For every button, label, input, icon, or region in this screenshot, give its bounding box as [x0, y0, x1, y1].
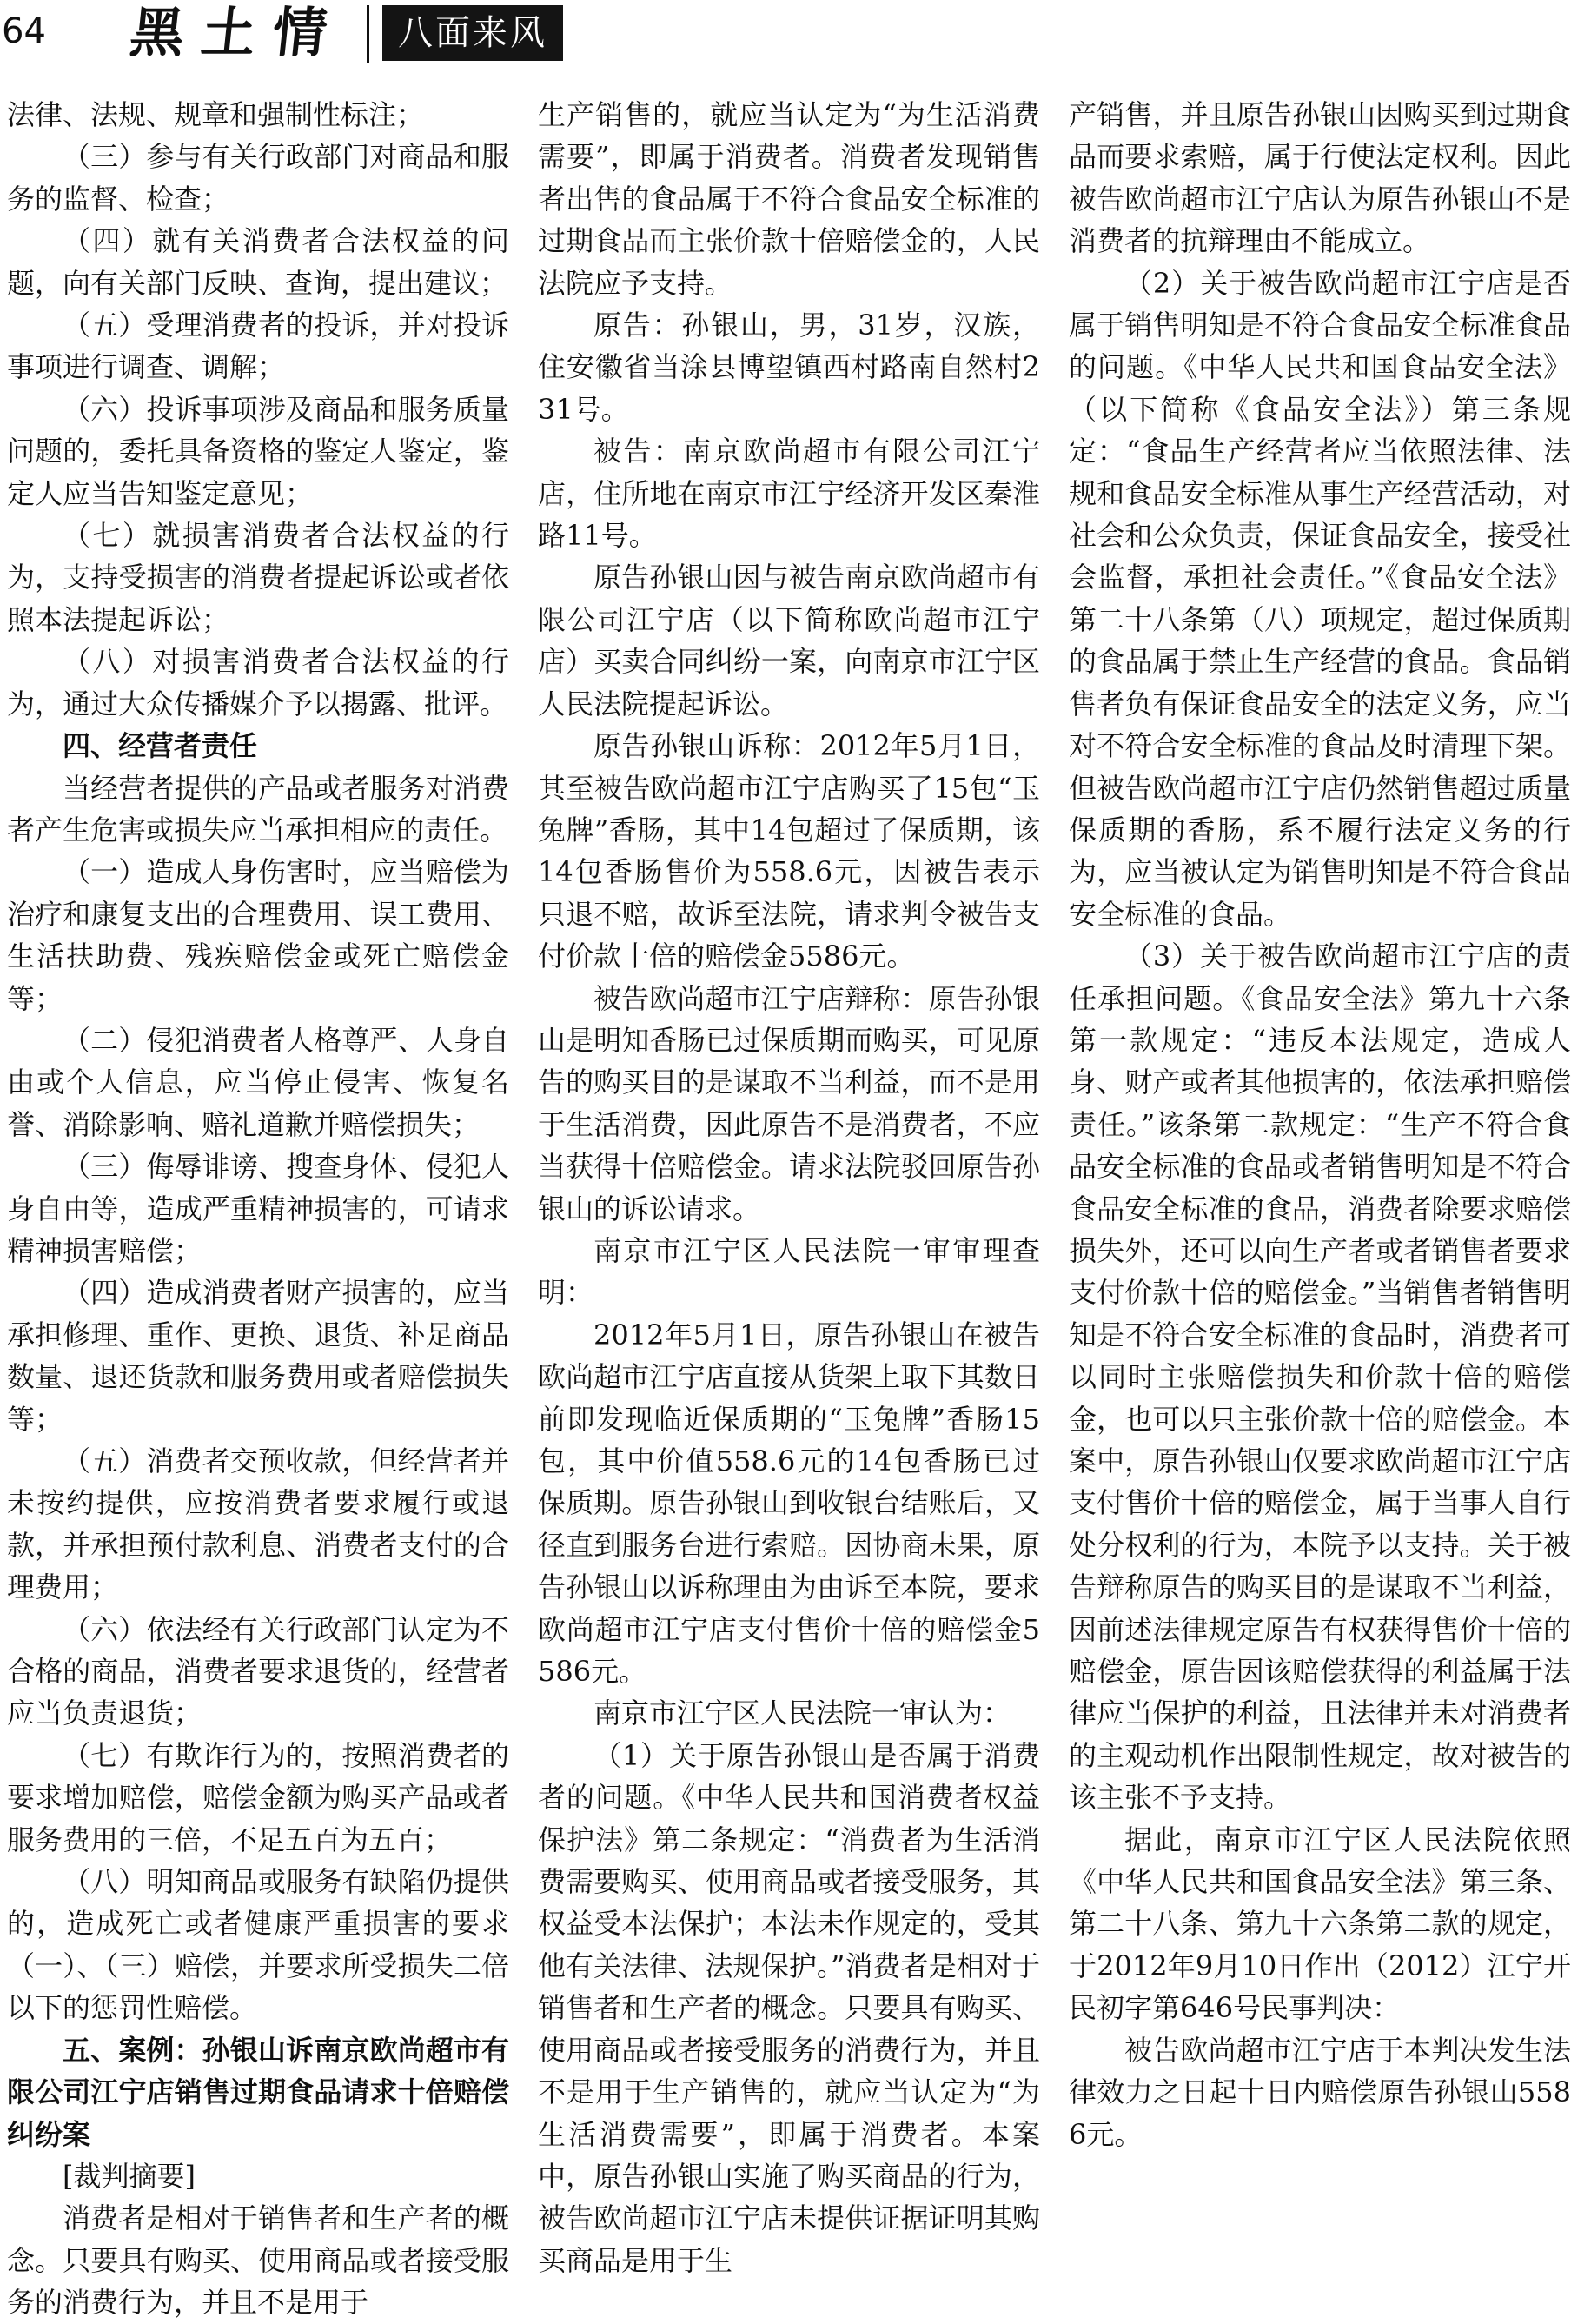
paragraph: 被告：南京欧尚超市有限公司江宁店，住所地在南京市江宁经济开发区秦淮路11号。	[538, 435, 1040, 553]
paragraph: （五）受理消费者的投诉，并对投诉事项进行调查、调解；	[7, 309, 509, 384]
paragraph: （三）参与有关行政部门对商品和服务的监督、检查；	[7, 140, 509, 216]
header-divider	[367, 5, 369, 63]
paragraph: 南京市江宁区人民法院一审认为：	[593, 1697, 1011, 1730]
paragraph: 原告孙银山因与被告南京欧尚超市有限公司江宁店（以下简称欧尚超市江宁店）买卖合同纠纷一案，向南京市江宁区人民法院提起诉讼。	[538, 561, 1040, 720]
paragraph: 被告欧尚超市江宁店于本判决发生法律效力之日起十日内赔偿原告孙银山5586元。	[1069, 2033, 1571, 2151]
paragraph: （七）有欺诈行为的，按照消费者的要求增加赔偿，赔偿金额为购买产品或者服务费用的三倍，不足五百为五百；	[7, 1738, 509, 1856]
text-column-1	[7, 94, 509, 2320]
paragraph: （2）关于被告欧尚超市江宁店是否属于销售明知是不符合食品安全标准食品的问题。《中华人民共和国食品安全法》（以下简称《食品安全法》）第三条规定：“食品生产经营者应当依照法律、法规和食品安全标准从事生产经营活动，对社会和公众负责，保证食品安全，接受社会监督，承担社会责任。”《食品安全法》第二十八条第（八）项规定，超过保质期的食品属于禁止生产经营的食品。食品销售者负有保证食品安全的法定义务，应当对不符合安全标准的食品及时清理下架。但被告欧尚超市江宁店仍然销售超过质量保质期的香肠，系不履行法定义务的行为，应当被认定为销售明知是不符合食品安全标准的食品。	[1069, 266, 1571, 931]
paragraph: （六）依法经有关行政部门认定为不合格的商品，消费者要求退货的，经营者应当负责退货；	[7, 1612, 509, 1730]
paragraph: 被告欧尚超市江宁店辩称：原告孙银山是明知香肠已过保质期而购买，可见原告的购买目的是谋取不当利益，而不是用于生活消费，因此原告不是消费者，不应当获得十倍赔偿金。请求法院驳回原告孙银山的诉讼请求。	[538, 981, 1040, 1225]
paragraph: 法律、法规、规章和强制性标注；	[7, 98, 425, 131]
paragraph: 南京市江宁区人民法院一审审理查明：	[538, 1233, 1040, 1310]
paragraph: （四）就有关消费者合法权益的问题，向有关部门反映、查询，提出建议；	[7, 224, 509, 300]
text-column-2	[538, 94, 1040, 2277]
paragraph: （八）明知商品或服务有缺陷仍提供的，造成死亡或者健康严重损害的要求（一）、（三）赔偿，并要求所受损失二倍以下的惩罚性赔偿。	[7, 1865, 509, 2025]
page-number: 64	[2, 11, 46, 51]
paragraph: （二）侵犯消费者人格尊严、人身自由或个人信息，应当停止侵害、恢复名誉、消除影响、赔礼道歉并赔偿损失；	[7, 1023, 509, 1141]
section-heading: 四、经营者责任	[63, 729, 258, 763]
paragraph: （八）对损害消费者合法权益的行为，通过大众传播媒介予以揭露、批评。	[7, 645, 509, 720]
paragraph: 生产销售的，就应当认定为“为生活消费需要”，即属于消费者。消费者发现销售者出售的食品属于不符合食品安全标准的过期食品而主张价款十倍赔偿金的，人民法院应予支持。	[538, 98, 1040, 300]
section-tag: 八面来风	[382, 5, 563, 61]
paragraph: 当经营者提供的产品或者服务对消费者产生危害或损失应当承担相应的责任。	[7, 771, 509, 847]
paragraph: （七）就损害消费者合法权益的行为，支持受损害的消费者提起诉讼或者依照本法提起诉讼；	[7, 519, 509, 636]
paragraph: [裁判摘要]	[63, 2159, 196, 2193]
page-header	[0, 0, 1564, 70]
section-heading: 五、案例：孙银山诉南京欧尚超市有限公司江宁店销售过期食品请求十倍赔偿纠纷案	[7, 2033, 509, 2151]
magazine-masthead: 黑土情	[127, 1, 348, 64]
paragraph: 原告孙银山诉称：2012年5月1日，其至被告欧尚超市江宁店购买了15包“玉兔牌”香肠，其中14包超过了保质期，该14包香肠售价为558.6元，因被告表示只退不赔，故诉至法院，请求判令被告支付价款十倍的赔偿金5586元。	[538, 729, 1040, 973]
paragraph: （三）侮辱诽谤、搜查身体、侵犯人身自由等，造成严重精神损害的，可请求精神损害赔偿；	[7, 1150, 509, 1267]
paragraph: 产销售，并且原告孙银山因购买到过期食品而要求索赔，属于行使法定权利。因此被告欧尚超市江宁店认为原告孙银山不是消费者的抗辩理由不能成立。	[1069, 98, 1571, 258]
paragraph: （六）投诉事项涉及商品和服务质量问题的，委托具备资格的鉴定人鉴定，鉴定人应当告知鉴定意见；	[7, 392, 509, 510]
article-body	[7, 94, 1571, 2320]
paragraph: 消费者是相对于销售者和生产者的概念。只要具有购买、使用商品或者接受服务的消费行为，并且不是用于	[7, 2201, 509, 2320]
paragraph: （五）消费者交预收款，但经营者并未按约提供，应按消费者要求履行或退款，并承担预付款利息、消费者支付的合理费用；	[7, 1444, 509, 1604]
paragraph: （四）造成消费者财产损害的，应当承担修理、重作、更换、退货、补足商品数量、退还货款和服务费用或者赔偿损失等；	[7, 1276, 509, 1436]
paragraph: 据此，南京市江宁区人民法院依照《中华人民共和国食品安全法》第三条、第二十八条、第九十六条第二款的规定，于2012年9月10日作出（2012）江宁开民初字第646号民事判决：	[1069, 1823, 1571, 2025]
paragraph: 原告：孙银山，男，31岁，汉族，住安徽省当涂县博望镇西村路南自然村231号。	[538, 309, 1040, 426]
paragraph: 2012年5月1日，原告孙银山在被告欧尚超市江宁店直接从货架上取下其数日前即发现临近保质期的“玉兔牌”香肠15包，其中价值558.6元的14包香肠已过保质期。原告孙银山到收银台结账后，又径直到服务台进行索赔。因协商未果，原告孙银山以诉称理由为由诉至本院，要求欧尚超市江宁店支付售价十倍的赔偿金5586元。	[538, 1318, 1040, 1689]
text-column-3	[1069, 94, 1571, 2246]
paragraph: （一）造成人身伤害时，应当赔偿为治疗和康复支出的合理费用、误工费用、生活扶助费、残疾赔偿金或死亡赔偿金等；	[7, 855, 509, 1015]
paragraph: （1）关于原告孙银山是否属于消费者的问题。《中华人民共和国消费者权益保护法》第二条规定：“消费者为生活消费需要购买、使用商品或者接受服务，其权益受本法保护；本法未作规定的，受其他有关法律、法规保护。”消费者是相对于销售者和生产者的概念。只要具有购买、使用商品或者接受服务的消费行为，并且不是用于生产销售的，就应当认定为“为生活消费需要”，即属于消费者。本案中，原告孙银山实施了购买商品的行为，被告欧尚超市江宁店未提供证据证明其购买商品是用于生	[538, 1738, 1040, 2277]
paragraph: （3）关于被告欧尚超市江宁店的责任承担问题。《食品安全法》第九十六条第一款规定：“违反本法规定，造成人身、财产或者其他损害的，依法承担赔偿责任。”该条第二款规定：“生产不符合食品安全标准的食品或者销售明知是不符合食品安全标准的食品，消费者除要求赔偿损失外，还可以向生产者或者销售者要求支付价款十倍的赔偿金。”当销售者销售明知是不符合安全标准的食品时，消费者可以同时主张赔偿损失和价款十倍的赔偿金，也可以只主张价款十倍的赔偿金。本案中，原告孙银山仅要求欧尚超市江宁店支付售价十倍的赔偿金，属于当事人自行处分权利的行为，本院予以支持。关于被告辩称原告的购买目的是谋取不当利益，因前述法律规定原告有权获得售价十倍的赔偿金，原告因该赔偿获得的利益属于法律应当保护的利益，且法律并未对消费者的主观动机作出限制性规定，故对被告的该主张不予支持。	[1069, 940, 1571, 1815]
